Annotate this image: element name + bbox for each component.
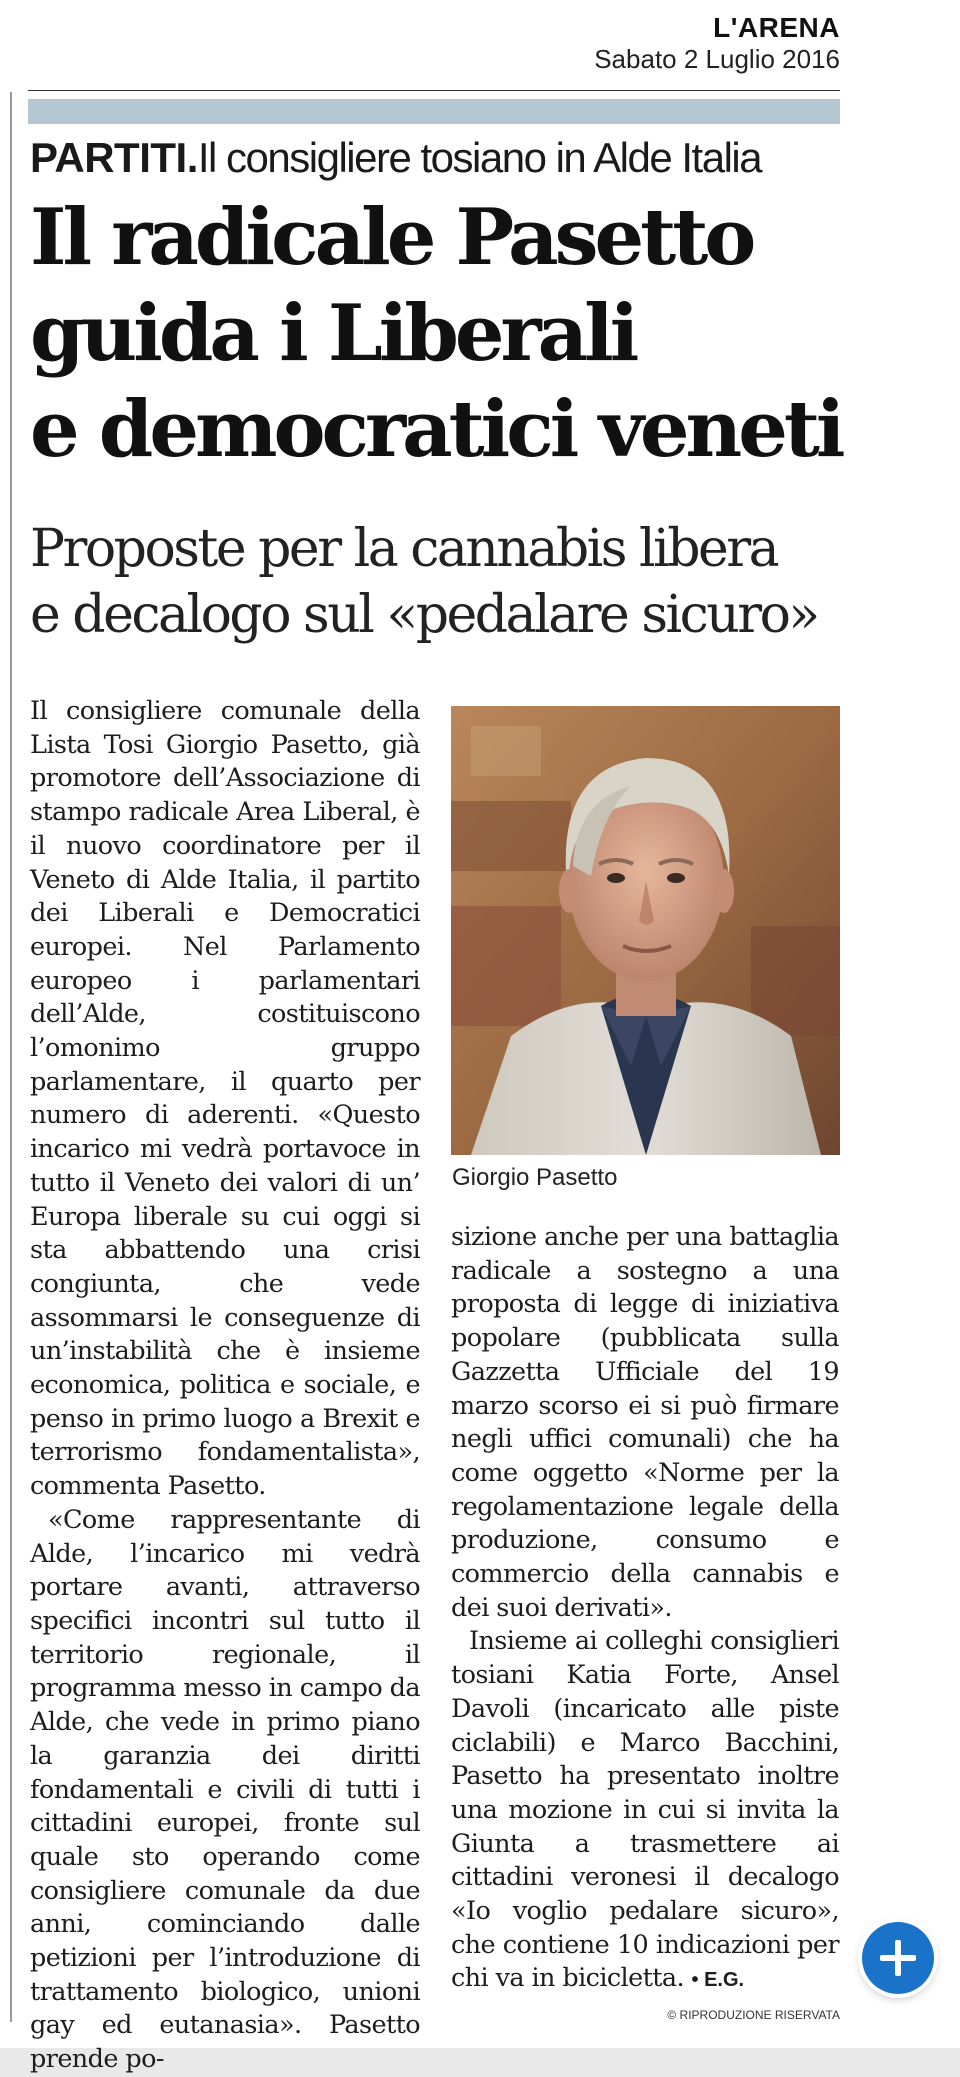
plus-icon — [862, 1922, 934, 1994]
section-band — [28, 99, 840, 124]
photo-caption: Giorgio Pasetto — [452, 1164, 618, 1191]
subheadline-line: Proposte per la cannabis libera — [30, 519, 778, 579]
headline-line: e democratici veneti — [30, 384, 842, 475]
kicker-label: PARTITI. — [30, 134, 198, 181]
body-paragraph: Il consigliere comunale della Lista Tosi Giorgio Pasetto, già promotore dell’Associazione di stampo radicale Area Liberal, è il nuovo coordinatore per il Veneto di Alde Italia, il partito dei Liberali e Democratici europei. Nel Parlamento europeo i parlamentari dell’Alde, costituiscono l’omonimo gruppo parlamentare, il quarto per numero di aderenti. «Questo incarico mi vedrà portavoce in tutto il Veneto dei valori di un’ Europa liberale su cui oggi si sta abbattendo una crisi congiunta, che vede assommarsi le conseguenze di un’instabilità che è insieme economica, politica e sociale, e penso in primo luogo a Brexit e terrorismo fondamentalista», commenta Pasetto. — [30, 696, 420, 1502]
copyright-notice: © RIPRODUZIONE RISERVATA — [667, 2008, 840, 2022]
masthead — [594, 12, 840, 74]
kicker — [30, 130, 761, 186]
header-divider — [28, 90, 840, 91]
body-column-right — [451, 1221, 839, 1998]
body-column-left — [30, 695, 420, 2077]
body-paragraph: sizione anche per una battaglia radicale a sostegno a una proposta di legge di iniziativa popolare (pubblicata sulla Gazzetta Ufficiale del 19 marzo scorso ei si può firmare negli uffici comunali) che ha come oggetto «Norme per la regolamentazione legale della produzione, consumo e commercio della cannabis e dei suoi derivati». — [451, 1222, 839, 1623]
headline — [30, 190, 850, 478]
column-rule — [10, 92, 12, 2022]
body-paragraph: «Come rappresentante di Alde, l’incarico mi vedrà portare avanti, attraverso specifici incontri sul tutto il territorio regionale, il programma messo in campo da Alde, che vede in primo piano la garanzia dei diritti fondamentali e civili di tutti i cittadini europei, fronte sul quale sto operando come consigliere comunale da due anni, cominciando dalle petizioni per l’introduzione di trattamento biologico, unioni gay ed eutanasia». Pasetto prende po- — [30, 1504, 420, 2075]
add-button[interactable] — [862, 1922, 934, 1994]
author-signature: • E.G. — [691, 1969, 745, 1992]
subheadline — [30, 516, 850, 648]
body-paragraph — [451, 1625, 839, 1998]
headline-line: guida i Liberali — [30, 288, 636, 379]
portrait-photo — [451, 706, 840, 1155]
subheadline-line: e decalogo sul «pedalare sicuro» — [30, 585, 818, 645]
paper-name: L'ARENA — [713, 12, 840, 43]
kicker-text: Il consigliere tosiano in Alde Italia — [197, 134, 762, 181]
body-paragraph-text: Insieme ai colleghi consiglieri tosiani Katia Forte, Ansel Davoli (incaricato alle piste ciclabili) e Marco Bacchini, Pasetto ha presentato inoltre una mozione in cui si invita la Giunta a trasmettere ai cittadini veronesi il decalogo «Io voglio pedalare sicuro», che contiene 10 indicazioni per chi va in bicicletta. — [451, 1626, 839, 1994]
headline-line: Il radicale Pasetto — [30, 192, 753, 283]
issue-date: Sabato 2 Luglio 2016 — [594, 44, 840, 74]
